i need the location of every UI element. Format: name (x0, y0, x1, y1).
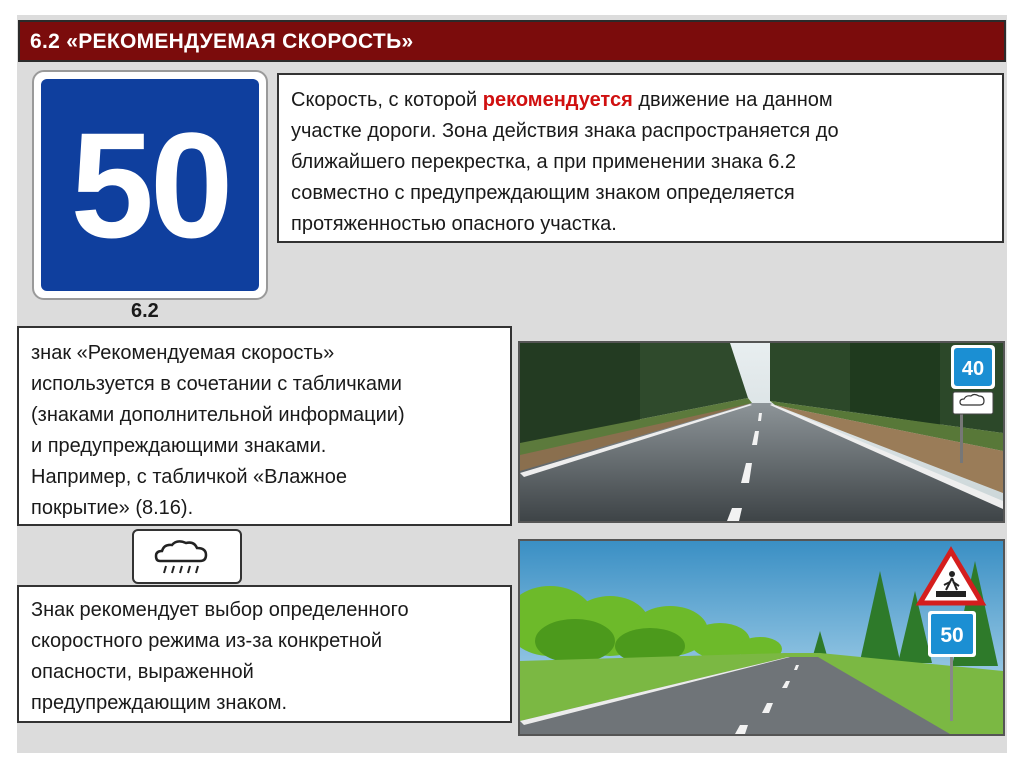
text-line: знак «Рекомендуемая скорость» (31, 342, 335, 364)
crosswalk-road-photo (518, 539, 1005, 736)
forest-road-photo (518, 341, 1005, 523)
text-line: Например, с табличкой «Влажное (31, 466, 347, 488)
text-line: Знак рекомендует выбор определенного (31, 599, 409, 621)
description-box (277, 73, 1004, 243)
text-line: совместно с предупреждающим знаком определяется (291, 182, 795, 204)
text-line: покрытие» (8.16). (31, 497, 194, 519)
text-line: ближайшего перекрестка, а при применении знака 6.2 (291, 151, 797, 173)
text-segment: движение на данном (632, 89, 833, 111)
road-sign-50-value: 50 (940, 624, 964, 647)
text-line: участке дороги. Зона действия знака распространяется до (291, 120, 839, 142)
text-line: и предупреждающими знаками. (31, 435, 327, 457)
highlighted-word: рекомендуется (482, 89, 633, 111)
usage-box (17, 326, 512, 526)
text-line: протяженностью опасного участка. (291, 213, 617, 235)
text-segment: Скорость, с которой (291, 89, 483, 111)
recommendation-box (17, 585, 512, 723)
text-line: опасности, выраженной (31, 661, 254, 683)
text-line: скоростного режима из-за конкретной (31, 630, 383, 652)
text-line: используется в сочетании с табличками (31, 373, 402, 395)
title-bar (18, 20, 1006, 62)
speed-sign-face (41, 79, 259, 291)
text-line: (знаками дополнительной информации) (31, 404, 405, 426)
sign-code-label: 6.2 (131, 300, 159, 322)
text-line: предупреждающим знаком. (31, 692, 288, 714)
page-title: 6.2 «РЕКОМЕНДУЕМАЯ СКОРОСТЬ» (30, 30, 414, 53)
text-line (291, 85, 992, 116)
speed-sign-6-2 (32, 70, 268, 300)
wet-surface-plate-icon (132, 529, 242, 584)
road-sign-40-value: 40 (961, 358, 985, 380)
speed-sign-value: 50 (70, 101, 230, 269)
